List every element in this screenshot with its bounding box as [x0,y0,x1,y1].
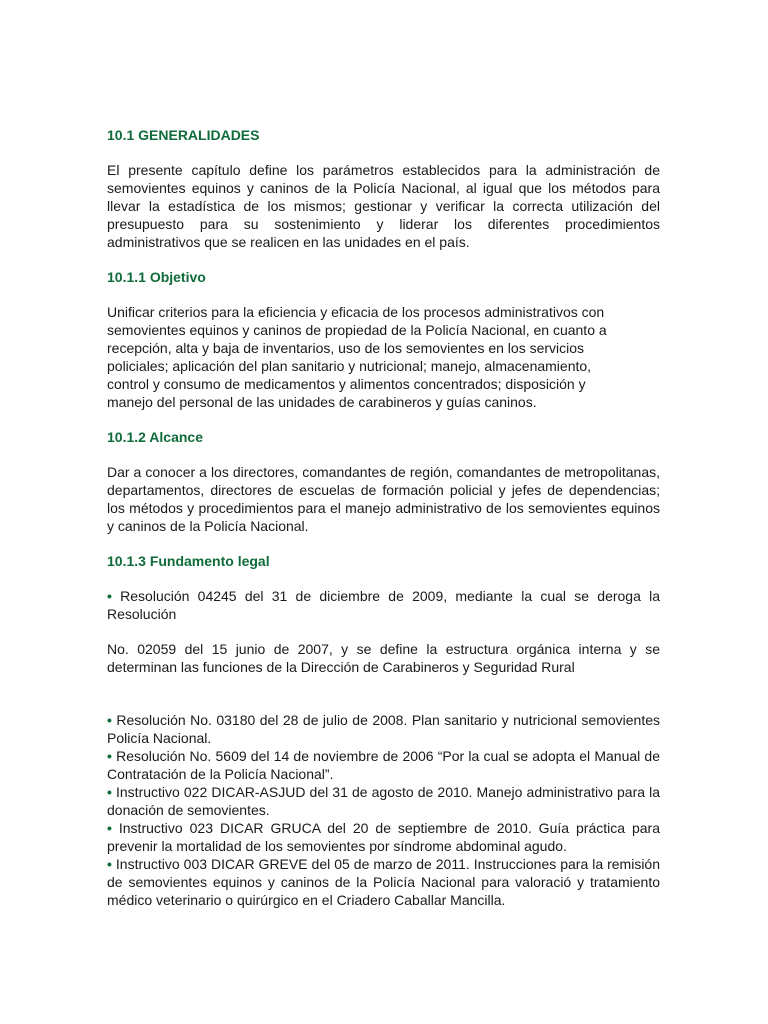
legal-bullet-list [107,711,660,909]
section-heading-generalidades: 10.1 GENERALIDADES [107,127,260,143]
subheading-fundamento-legal: 10.1.3 Fundamento legal [107,553,270,569]
first-bullet-text: Resolución 04245 del 31 de diciembre de 2009, mediante la cual se deroga la Resolución [107,588,661,622]
document-page [107,126,660,909]
intro-paragraph: El presente capítulo define los parámetros establecidos para la administración de semovientes equinos y caninos de la Policía Nacional, al igual que los métodos para llevar la estadística de los mismos; gestionar y verificar la correcta utilización del presupuesto para su sostenimiento y liderar los diferentes procedimientos administrativos que se realicen en las unidades en el país. [107,162,660,250]
fundamento-first-bullet [107,587,660,623]
alcance-paragraph: Dar a conocer a los directores, comandantes de región, comandantes de metropolitanas, departamentos, directores de escuelas de formación policial y jefes de dependencias; los métodos y procedimientos para el manejo administrativo de los semovientes equinos y caninos de la Policía Nacional. [107,464,660,534]
bullet-icon: • [107,748,112,764]
subheading-objetivo: 10.1.1 Objetivo [107,269,206,285]
bullet-icon: • [107,588,112,604]
objetivo-paragraph: Unificar criterios para la eficiencia y eficacia de los procesos administrativos con semovientes equinos y caninos de propiedad de la Policía Nacional, en cuanto a recepción, alta y baja de inventarios, uso de los semovientes en los servicios policiales; aplicación del plan sanitario y nutricional; manejo, almacenamiento, control y consumo de medicamentos y alimentos concentrados; disposición y manejo del personal de las unidades de carabineros y guías caninos. [107,304,607,410]
bullet-icon: • [107,712,112,728]
subheading-alcance: 10.1.2 Alcance [107,429,203,445]
list-item: • Resolución No. 03180 del 28 de julio de 2008. Plan sanitario y nutricional semovientes Policía Nacional. [107,712,660,746]
bullet-icon: • [107,856,112,872]
bullet-icon: • [107,820,112,836]
list-item: • Resolución No. 5609 del 14 de noviembre de 2006 “Por la cual se adopta el Manual de Contratación de la Policía Nacional”. [107,748,661,782]
bullet-icon: • [107,784,112,800]
list-item: • Instructivo 022 DICAR-ASJUD del 31 de agosto de 2010. Manejo administrativo para la donación de semovientes. [107,784,660,818]
list-item: • Instructivo 023 DICAR GRUCA del 20 de septiembre de 2010. Guía práctica para prevenir la mortalidad de los semovientes por síndrome abdominal agudo. [107,820,661,854]
list-item: • Instructivo 003 DICAR GREVE del 05 de marzo de 2011. Instrucciones para la remisión de semovientes equinos y caninos de la Policía Nacional para valoració y tratamiento médico veterinario o quirúrgico en el Criadero Caballar Mancilla. [107,856,660,908]
fundamento-continuation: No. 02059 del 15 junio de 2007, y se define la estructura orgánica interna y se determinan las funciones de la Dirección de Carabineros y Seguridad Rural [107,641,660,675]
